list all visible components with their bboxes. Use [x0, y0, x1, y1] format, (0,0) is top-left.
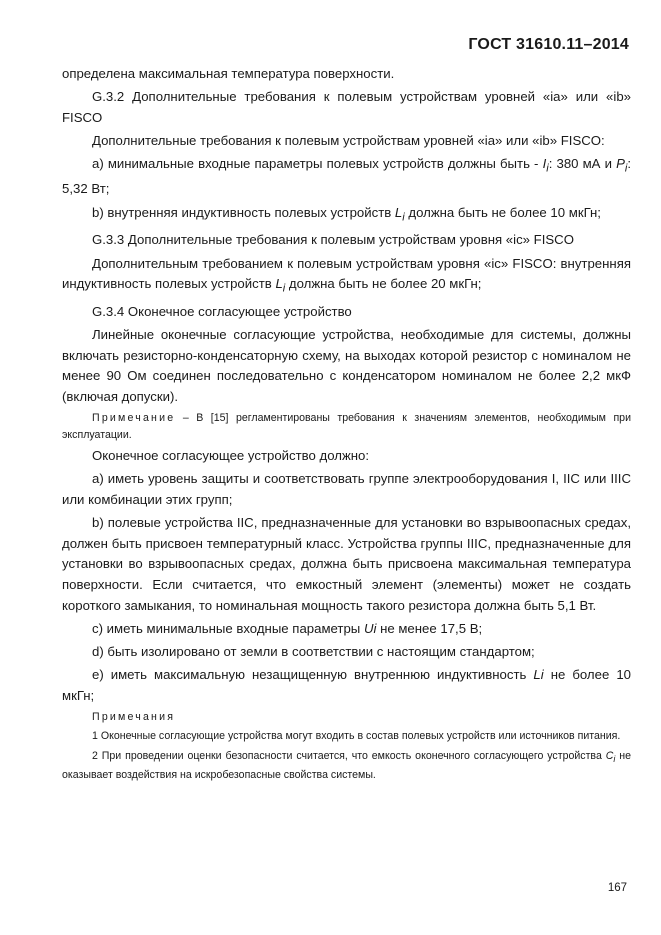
- document-code: ГОСТ 31610.11–2014: [468, 36, 629, 53]
- text-run: не оказывает воздействия на искробезопасные свойства системы.: [62, 749, 632, 782]
- text-run: е) иметь максимальную незащищенную внутреннюю индуктивность: [92, 667, 534, 683]
- text-run: с) иметь минимальные входные параметры: [92, 620, 364, 636]
- text-run: Дополнительным требованием к полевым устройствам уровня «ic» FISCO: внутренняя индуктивность полевых устройств: [62, 255, 631, 292]
- symbol: P: [616, 156, 625, 172]
- symbol-subscript: i: [282, 282, 286, 295]
- symbol: L: [275, 276, 283, 292]
- paragraph: Дополнительные требования к полевым устройствам уровней «ia» или «ib» FISCO:: [92, 132, 605, 148]
- symbol: I: [542, 156, 547, 172]
- paragraph: Линейные оконечные согласующие устройства, необходимые для системы, должны включать резисторно-конденсаторную схему, на выходах которой резистор с номиналом не менее 90 Ом соединен последовательно с конденсатором номиналом не более 2,2 мкФ (включая допуски).: [62, 327, 631, 404]
- section-heading-g33: G.3.3 Дополнительные требования к полевым устройствам уровня «ic» FISCO: [92, 232, 574, 248]
- list-item-e: [62, 665, 631, 706]
- paragraph: [62, 254, 631, 300]
- note-text: – В [15] регламентированы требования к значениям элементов, необходимым при эксплуатации.: [62, 412, 631, 441]
- symbol: C: [605, 749, 614, 762]
- page-body: [62, 64, 631, 787]
- symbol-subscript: i: [402, 211, 405, 224]
- text-run: не менее 17,5 В;: [376, 620, 483, 636]
- list-item-b: b) полевые устройства IIC, предназначенные для установки во взрывоопасных средах, должен быть присвоен температурный класс. Устройства группы IIIC, предназначенные для установки во взрывоопасных средах, должна быть присвоена максимальная температура поверхности. Если считается, что емкостный элемент (элементы) может не создать короткого замыкания, то номинальная мощность такого резистора должна быть 5,1 Вт.: [62, 515, 631, 613]
- symbol-subscript: i: [624, 162, 628, 175]
- symbol: Li: [533, 667, 544, 683]
- paragraph: определена максимальная температура поверхности.: [62, 66, 395, 81]
- note-item: [62, 748, 631, 784]
- section-heading-g32: G.3.2 Дополнительные требования к полевым устройствам уровней «ia» или «ib» FISCO: [62, 89, 631, 125]
- text-run: b) внутренняя индуктивность полевых устройств: [92, 204, 395, 220]
- list-item-a: [62, 154, 631, 200]
- paragraph: Оконечное согласующее устройство должно:: [92, 448, 370, 464]
- list-item-b: [62, 203, 631, 228]
- symbol: Ui: [363, 620, 377, 636]
- text-run: должна быть не более 20 мкГн;: [285, 276, 482, 292]
- text-run: не более 10 мкГн;: [62, 667, 631, 703]
- list-item-d: d) быть изолировано от земли в соответствии с настоящим стандартом;: [92, 643, 535, 659]
- text-run: : 380 мА и: [548, 156, 617, 172]
- text-run: 2 При проведении оценки безопасности считается, что емкость оконечного согласующего устройства: [92, 749, 606, 762]
- note: [62, 410, 631, 443]
- note-label: Примечание: [92, 412, 176, 425]
- notes-title: Примечания: [92, 710, 176, 723]
- page-number: 167: [607, 882, 627, 894]
- text-run: : 5,32 Вт;: [62, 156, 631, 197]
- list-item-c: [62, 619, 631, 640]
- text-run: а) минимальные входные параметры полевых устройств должны быть -: [92, 156, 543, 172]
- symbol: L: [394, 204, 403, 220]
- list-item-a: а) иметь уровень защиты и соответствовать группе электрооборудования I, IIC или IIIC или комбинации этих групп;: [62, 471, 631, 507]
- section-heading-g34: G.3.4 Оконечное согласующее устройство: [92, 304, 352, 320]
- text-run: должна быть не более 10 мкГн;: [404, 204, 601, 220]
- note-item: 1 Оконечные согласующие устройства могут входить в состав полевых устройств или источников питания.: [92, 730, 621, 743]
- symbol-subscript: i: [613, 753, 616, 764]
- symbol-subscript: i: [546, 162, 549, 175]
